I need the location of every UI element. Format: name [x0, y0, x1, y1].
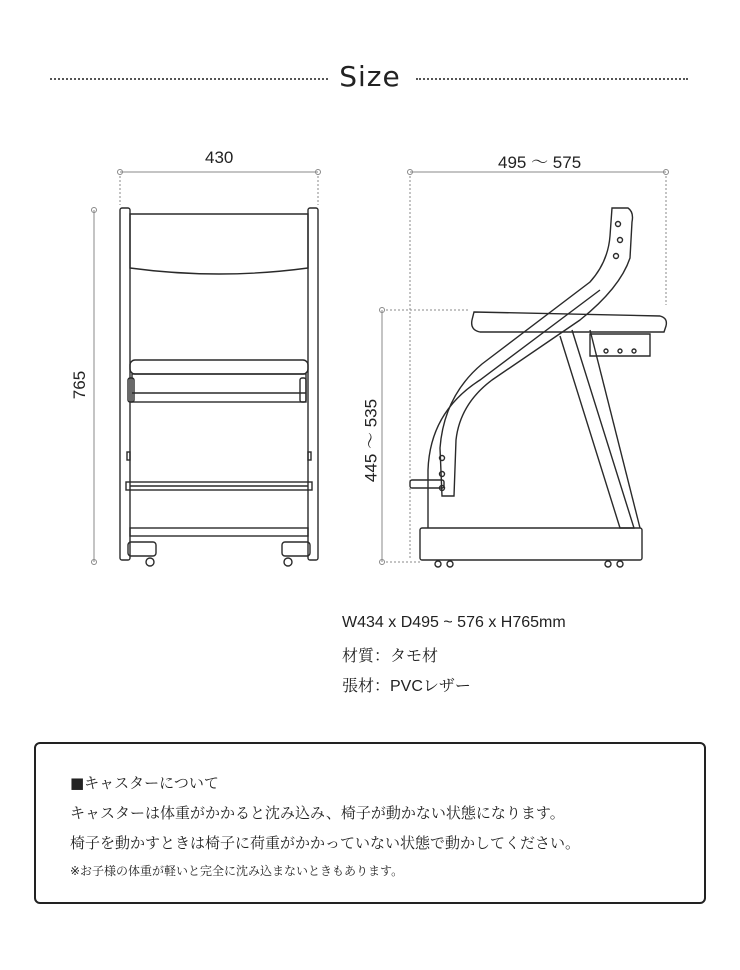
caster-note-box	[34, 742, 706, 904]
front-height-label: 765	[70, 370, 89, 400]
side-seat-height-label: 445 ～ 535	[361, 398, 381, 483]
front-width-label: 430	[205, 148, 234, 167]
spec-material: 材質：タモ材	[342, 648, 439, 665]
spec-size: W434 x D495 ~ 576 x H765mm	[342, 614, 566, 631]
note-line-1: キャスターは体重がかかると沈み込み、椅子が動かない状態になります。	[70, 804, 565, 822]
note-line-2: 椅子を動かすときは椅子に荷重がかかっていない状態で動かしてください。	[70, 834, 581, 852]
side-view-chair	[380, 170, 669, 568]
note-footnote: ※お子様の体重が軽いと完全に沈み込まないときもあります。	[70, 864, 404, 878]
spec-upholstery: 張材：PVCレザー	[342, 678, 471, 695]
note-heading: ■キャスターについて	[70, 774, 219, 792]
front-view-chair	[92, 170, 321, 567]
page-title: Size	[339, 60, 401, 93]
side-depth-label: 495 ～ 575	[498, 153, 582, 172]
